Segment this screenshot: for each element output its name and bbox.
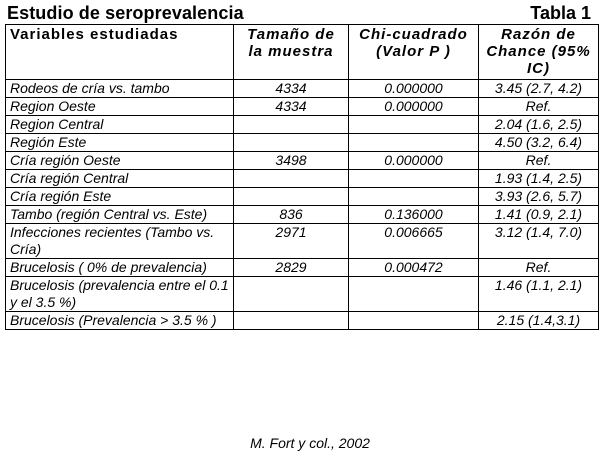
header-odds-ratio: Razón de Chance (95% IC) xyxy=(479,25,599,80)
variable-cell: Cría región Este xyxy=(6,188,234,206)
sample-size-cell xyxy=(234,134,349,152)
chi-square-cell: 0.000472 xyxy=(349,259,479,277)
sample-size-cell xyxy=(234,188,349,206)
seroprevalence-table xyxy=(5,24,599,330)
chi-square-cell: 0.000000 xyxy=(349,80,479,98)
variable-cell: Brucelosis (Prevalencia > 3.5 % ) xyxy=(6,312,234,330)
variable-cell: Infecciones recientes (Tambo vs. Cría) xyxy=(6,224,234,259)
header-sample-size: Tamaño de la muestra xyxy=(234,25,349,80)
table-row xyxy=(6,259,599,277)
odds-ratio-cell: Ref. xyxy=(479,259,599,277)
odds-ratio-cell: Ref. xyxy=(479,98,599,116)
header-chi-square: Chi-cuadrado (Valor P ) xyxy=(349,25,479,80)
chi-square-cell xyxy=(349,170,479,188)
chi-square-cell: 0.000000 xyxy=(349,152,479,170)
chi-square-cell xyxy=(349,188,479,206)
variable-cell: Region Central xyxy=(6,116,234,134)
citation-text: M. Fort y col., 2002 xyxy=(250,435,370,451)
sample-size-cell: 836 xyxy=(234,206,349,224)
sample-size-cell: 2971 xyxy=(234,224,349,259)
odds-ratio-cell: 3.45 (2.7, 4.2) xyxy=(479,80,599,98)
variable-cell: Rodeos de cría vs. tambo xyxy=(6,80,234,98)
odds-ratio-cell: 3.12 (1.4, 7.0) xyxy=(479,224,599,259)
table-row xyxy=(6,188,599,206)
sample-size-cell xyxy=(234,116,349,134)
variable-cell: Región Este xyxy=(6,134,234,152)
table-header-row xyxy=(6,25,599,80)
odds-ratio-cell: 1.41 (0.9, 2.1) xyxy=(479,206,599,224)
chi-square-cell: 0.000000 xyxy=(349,98,479,116)
table-row xyxy=(6,170,599,188)
odds-ratio-cell: 1.46 (1.1, 2.1) xyxy=(479,277,599,312)
sample-size-cell: 4334 xyxy=(234,98,349,116)
odds-ratio-cell: Ref. xyxy=(479,152,599,170)
variable-cell: Brucelosis (prevalencia entre el 0.1 y el 3.5 %) xyxy=(6,277,234,312)
table-row xyxy=(6,80,599,98)
page-title: Estudio de seroprevalencia xyxy=(7,3,244,23)
sample-size-cell xyxy=(234,277,349,312)
table-row xyxy=(6,152,599,170)
odds-ratio-cell: 2.04 (1.6, 2.5) xyxy=(479,116,599,134)
variable-cell: Cría región Central xyxy=(6,170,234,188)
title-row xyxy=(7,3,597,25)
table-row xyxy=(6,116,599,134)
chi-square-cell xyxy=(349,312,479,330)
odds-ratio-cell: 1.93 (1.4, 2.5) xyxy=(479,170,599,188)
chi-square-cell: 0.136000 xyxy=(349,206,479,224)
sample-size-cell xyxy=(234,312,349,330)
table-row xyxy=(6,224,599,259)
chi-square-cell: 0.006665 xyxy=(349,224,479,259)
variable-cell: Region Oeste xyxy=(6,98,234,116)
variable-cell: Cría región Oeste xyxy=(6,152,234,170)
table-row xyxy=(6,134,599,152)
table-row xyxy=(6,206,599,224)
sample-size-cell: 2829 xyxy=(234,259,349,277)
variable-cell: Tambo (región Central vs. Este) xyxy=(6,206,234,224)
sample-size-cell xyxy=(234,170,349,188)
table-row xyxy=(6,277,599,312)
table-tag: Tabla 1 xyxy=(530,3,591,23)
chi-square-cell xyxy=(349,277,479,312)
chi-square-cell xyxy=(349,116,479,134)
variable-cell: Brucelosis ( 0% de prevalencia) xyxy=(6,259,234,277)
table-row xyxy=(6,312,599,330)
header-variables: Variables estudiadas xyxy=(6,25,234,80)
citation-footer xyxy=(0,435,600,451)
sample-size-cell: 3498 xyxy=(234,152,349,170)
chi-square-cell xyxy=(349,134,479,152)
odds-ratio-cell: 4.50 (3.2, 6.4) xyxy=(479,134,599,152)
odds-ratio-cell: 2.15 (1.4,3.1) xyxy=(479,312,599,330)
sample-size-cell: 4334 xyxy=(234,80,349,98)
odds-ratio-cell: 3.93 (2.6, 5.7) xyxy=(479,188,599,206)
table-row xyxy=(6,98,599,116)
